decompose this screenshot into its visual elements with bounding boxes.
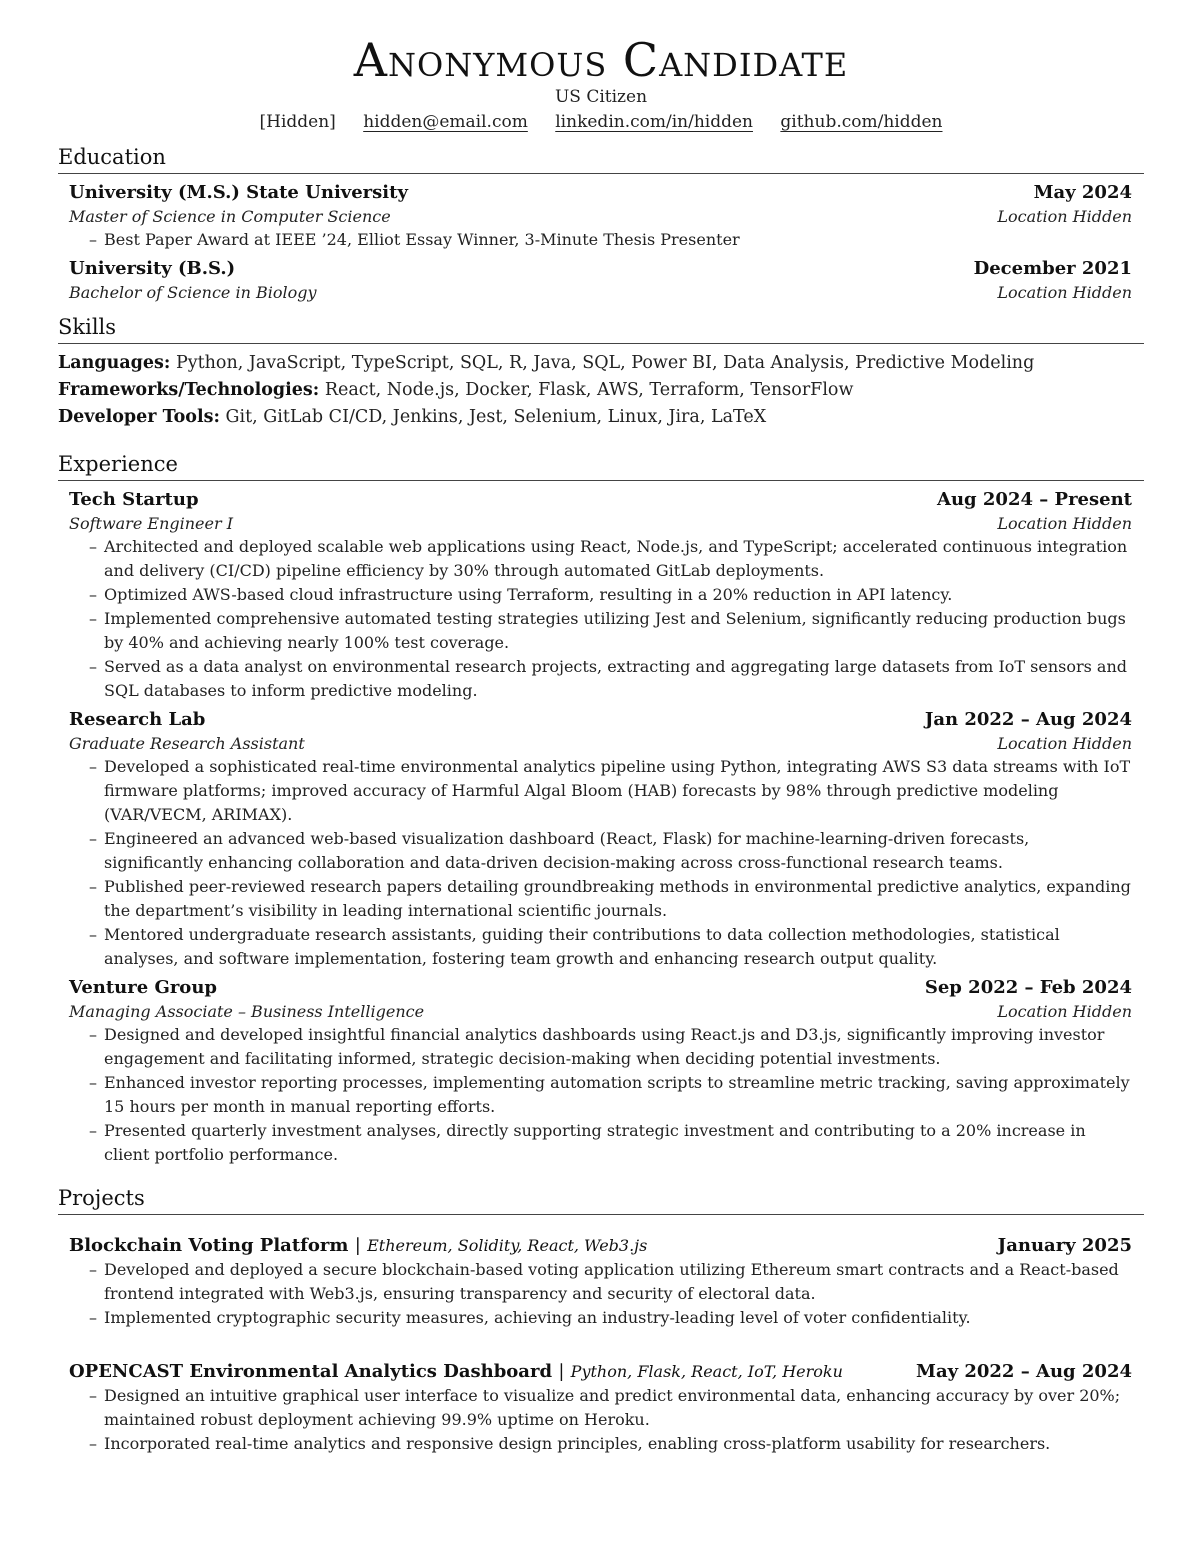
experience-entry (58, 707, 1144, 971)
education-location: Location Hidden (997, 283, 1132, 302)
project-heading (69, 1233, 647, 1258)
skills-value: React, Node.js, Docker, Flask, AWS, Terraform, TensorFlow (324, 380, 854, 400)
project-entry (58, 1359, 1144, 1456)
section-title-education: Education (58, 144, 1144, 174)
section-title-skills: Skills (58, 314, 1144, 344)
degree: Master of Science in Computer Science (69, 207, 391, 226)
experience-entry (58, 975, 1144, 1167)
skills-label: Frameworks/Technologies: (58, 380, 320, 400)
experience-bullet: – Architected and deployed scalable web applications using React, Node.js, and TypeScript; accelerated continuous integration and delivery (CI/CD) pipeline efficiency by 30% through automated GitLab deployments. (89, 535, 1132, 583)
school-name: University (B.S.) (69, 258, 236, 279)
project-entry (58, 1233, 1144, 1330)
experience-date: Sep 2022 – Feb 2024 (924, 977, 1132, 998)
projects-section (58, 1185, 1144, 1456)
project-name: OPENCAST Environmental Analytics Dashboard (69, 1361, 553, 1382)
project-name: Blockchain Voting Platform (69, 1235, 349, 1256)
company-name: Venture Group (69, 977, 217, 998)
experience-bullet: – Developed a sophisticated real-time environmental analytics pipeline using Python, integrating AWS S3 data streams with IoT firmware platforms; improved accuracy of Harmful Algal Bloom (HAB) forecasts by 98% through predictive modeling (VAR/VECM, ARIMAX). (89, 755, 1132, 827)
job-title: Graduate Research Assistant (69, 734, 305, 753)
skills-line (58, 350, 1144, 377)
job-title: Software Engineer I (69, 514, 234, 533)
resume-header (58, 32, 1144, 134)
skills-value: Git, GitLab CI/CD, Jenkins, Jest, Selenium, Linux, Jira, LaTeX (225, 407, 767, 427)
education-date: December 2021 (973, 258, 1132, 279)
experience-bullet: – Optimized AWS-based cloud infrastructure using Terraform, resulting in a 20% reduction in API latency. (89, 583, 1132, 607)
project-separator: | (354, 1235, 361, 1256)
experience-date: Jan 2022 – Aug 2024 (924, 709, 1132, 730)
company-name: Research Lab (69, 709, 206, 730)
experience-location: Location Hidden (997, 1002, 1132, 1021)
phone: [Hidden] (259, 112, 336, 132)
skills-label: Developer Tools: (58, 407, 220, 427)
experience-bullet: – Served as a data analyst on environmental research projects, extracting and aggregating large datasets from IoT sensors and SQL databases to inform predictive modeling. (89, 655, 1132, 703)
email-link[interactable]: hidden@email.com (363, 112, 528, 132)
education-section (58, 144, 1144, 304)
section-title-projects: Projects (58, 1185, 1144, 1215)
skills-line (58, 377, 1144, 404)
education-bullet: – Best Paper Award at IEEE ’24, Elliot Essay Winner, 3-Minute Thesis Presenter (89, 228, 1132, 252)
experience-bullet: – Implemented comprehensive automated testing strategies utilizing Jest and Selenium, significantly reducing production bugs by 40% and achieving nearly 100% test coverage. (89, 607, 1132, 655)
citizenship: US Citizen (554, 87, 648, 107)
section-title-experience: Experience (58, 451, 1144, 481)
experience-location: Location Hidden (997, 734, 1132, 753)
linkedin-link[interactable]: linkedin.com/in/hidden (555, 112, 753, 132)
skills-section (58, 314, 1144, 431)
resume-page (58, 32, 1144, 1456)
education-entry (58, 256, 1144, 304)
contact-line (58, 110, 1144, 134)
education-date: May 2024 (1033, 182, 1132, 203)
project-bullet: – Incorporated real-time analytics and responsive design principles, enabling cross-platform usability for researchers. (89, 1432, 1132, 1456)
github-link[interactable]: github.com/hidden (780, 112, 943, 132)
project-bullet: – Designed an intuitive graphical user interface to visualize and predict environmental data, enhancing accuracy by over 20%; maintained robust deployment achieving 99.9% uptime on Heroku. (89, 1384, 1132, 1432)
experience-section (58, 451, 1144, 1167)
degree: Bachelor of Science in Biology (69, 283, 317, 302)
experience-bullet: – Enhanced investor reporting processes, implementing automation scripts to streamline metric tracking, saving approximately 15 hours per month in manual reporting efforts. (89, 1071, 1132, 1119)
school-name: University (M.S.) State University (69, 182, 408, 203)
skills-line (58, 404, 1144, 431)
project-heading (69, 1359, 843, 1384)
project-date: January 2025 (997, 1235, 1132, 1256)
experience-bullet: – Presented quarterly investment analyses, directly supporting strategic investment and contributing to a 20% increase in client portfolio performance. (89, 1119, 1132, 1167)
project-date: May 2022 – Aug 2024 (916, 1361, 1132, 1382)
job-title: Managing Associate – Business Intelligence (69, 1002, 425, 1021)
experience-date: Aug 2024 – Present (937, 489, 1132, 510)
project-bullet: – Developed and deployed a secure blockchain-based voting application utilizing Ethereum smart contracts and a React-based frontend integrated with Web3.js, ensuring transparency and security of electoral data. (89, 1258, 1132, 1306)
education-location: Location Hidden (997, 207, 1132, 226)
project-separator: | (558, 1361, 565, 1382)
experience-location: Location Hidden (997, 514, 1132, 533)
project-bullet: – Implemented cryptographic security measures, achieving an industry-leading level of voter confidentiality. (89, 1306, 1132, 1330)
experience-bullet: – Designed and developed insightful financial analytics dashboards using React.js and D3.js, significantly improving investor engagement and facilitating informed, strategic decision-making when deciding potential investments. (89, 1023, 1132, 1071)
experience-bullet: – Engineered an advanced web-based visualization dashboard (React, Flask) for machine-learning-driven forecasts, significantly enhancing collaboration and data-driven decision-making across cross-functional research teams. (89, 827, 1132, 875)
experience-entry (58, 487, 1144, 703)
candidate-name: Anonymous Candidate (353, 33, 849, 87)
education-entry (58, 180, 1144, 252)
project-tech: Python, Flask, React, IoT, Heroku (570, 1362, 843, 1381)
skills-value: Python, JavaScript, TypeScript, SQL, R, Java, SQL, Power BI, Data Analysis, Predictive Modeling (175, 353, 1035, 373)
project-tech: Ethereum, Solidity, React, Web3.js (367, 1236, 648, 1255)
experience-bullet: – Mentored undergraduate research assistants, guiding their contributions to data collection methodologies, statistical analyses, and software implementation, fostering team growth and enhancing research output quality. (89, 923, 1132, 971)
company-name: Tech Startup (69, 489, 199, 510)
skills-label: Languages: (58, 353, 171, 373)
experience-bullet: – Published peer-reviewed research papers detailing groundbreaking methods in environmental predictive analytics, expanding the department’s visibility in leading international scientific journals. (89, 875, 1132, 923)
